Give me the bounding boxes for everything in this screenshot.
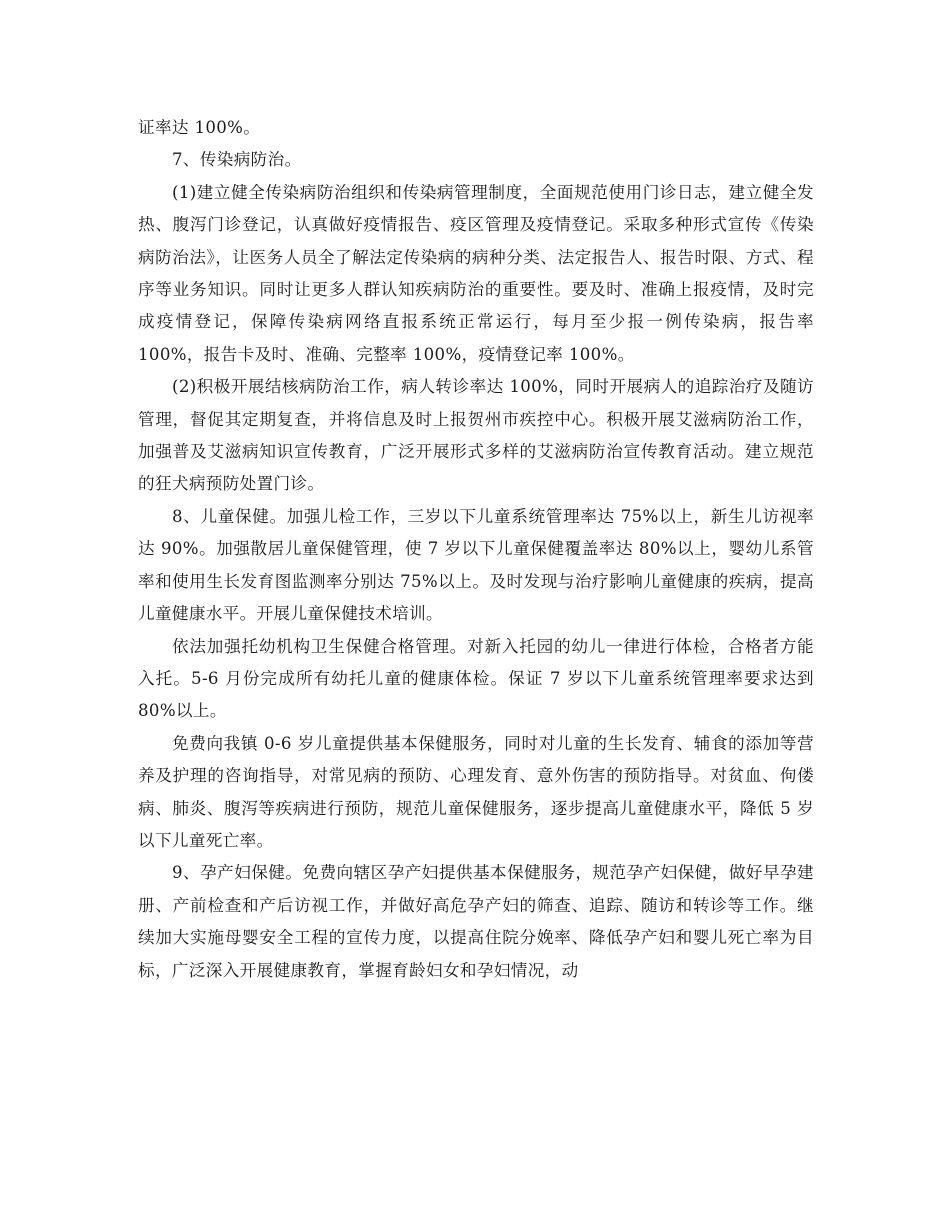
paragraph-7-1: (1)建立健全传染病防治组织和传染病管理制度，全面规范使用门诊日志，建立健全发热、腹泻门诊登记，认真做好疫情报告、疫区管理及疫情登记。采取多种形式宣传《传染病防治法》，让医务人员全了解法定传染病的病种分类、法定报告人、报告时限、方式、程序等业务知识。同时让更多人群认知疾病防治的重要性。要及时、准确上报疫情，及时完成疫情登记，保障传染病网络直报系统正常运行，每月至少报一例传染病，报告率 100%，报告卡及时、准确、完整率 100%，疫情登记率 100%。 (138, 182, 814, 364)
paragraph-7-2: (2)积极开展结核病防治工作，病人转诊率达 100%，同时开展病人的追踪治疗及随访管理，督促其定期复查，并将信息及时上报贺州市疾控中心。积极开展艾滋病防治工作，加强普及艾滋病知识宣传教育，广泛开展形式多样的艾滋病防治宣传教育活动。建立规范的狂犬病预防处置门诊。 (138, 377, 814, 494)
section-heading-7-infectious-disease: 7、传染病防治。 (172, 150, 302, 170)
paragraph-kindergarten-health: 依法加强托幼机构卫生保健合格管理。对新入托园的幼儿一律进行体检，合格者方能入托。5-6 月份完成所有幼托儿童的健康体检。保证 7 岁以下儿童系统管理率要求达到 80%以上。 (138, 636, 814, 721)
paragraph-9-maternal-health: 9、孕产妇保健。免费向辖区孕产妇提供基本保健服务，规范孕产妇保健，做好早孕建册、产前检查和产后访视工作，并做好高危孕产妇的筛查、追踪、随访和转诊等工作。继续加大实施母婴安全工程的宣传力度，以提高住院分娩率、降低孕产妇和婴儿死亡率为目标，广泛深入开展健康教育，掌握育龄妇女和孕妇情况，动 (138, 863, 814, 980)
paragraph-free-child-services: 免费向我镇 0-6 岁儿童提供基本保健服务，同时对儿童的生长发育、辅食的添加等营养及护理的咨询指导，对常见病的预防、心理发育、意外伤害的预防指导。对贫血、佝偻病、肺炎、腹泻等疾病进行预防，规范儿童保健服务，逐步提高儿童健康水平，降低 5 岁以下儿童死亡率。 (138, 733, 814, 850)
document-page (138, 112, 814, 987)
paragraph-continuation: 证率达 100%。 (138, 118, 261, 137)
paragraph-8-child-health: 8、儿童保健。加强儿检工作，三岁以下儿童系统管理率达 75%以上，新生儿访视率达 90%。加强散居儿童保健管理，使 7 岁以下儿童保健覆盖率达 80%以上，婴幼儿系管率和使用生长发育图监测率分别达 75%以上。及时发现与治疗影响儿童健康的疾病，提高儿童健康水平。开展儿童保健技术培训。 (138, 506, 814, 624)
